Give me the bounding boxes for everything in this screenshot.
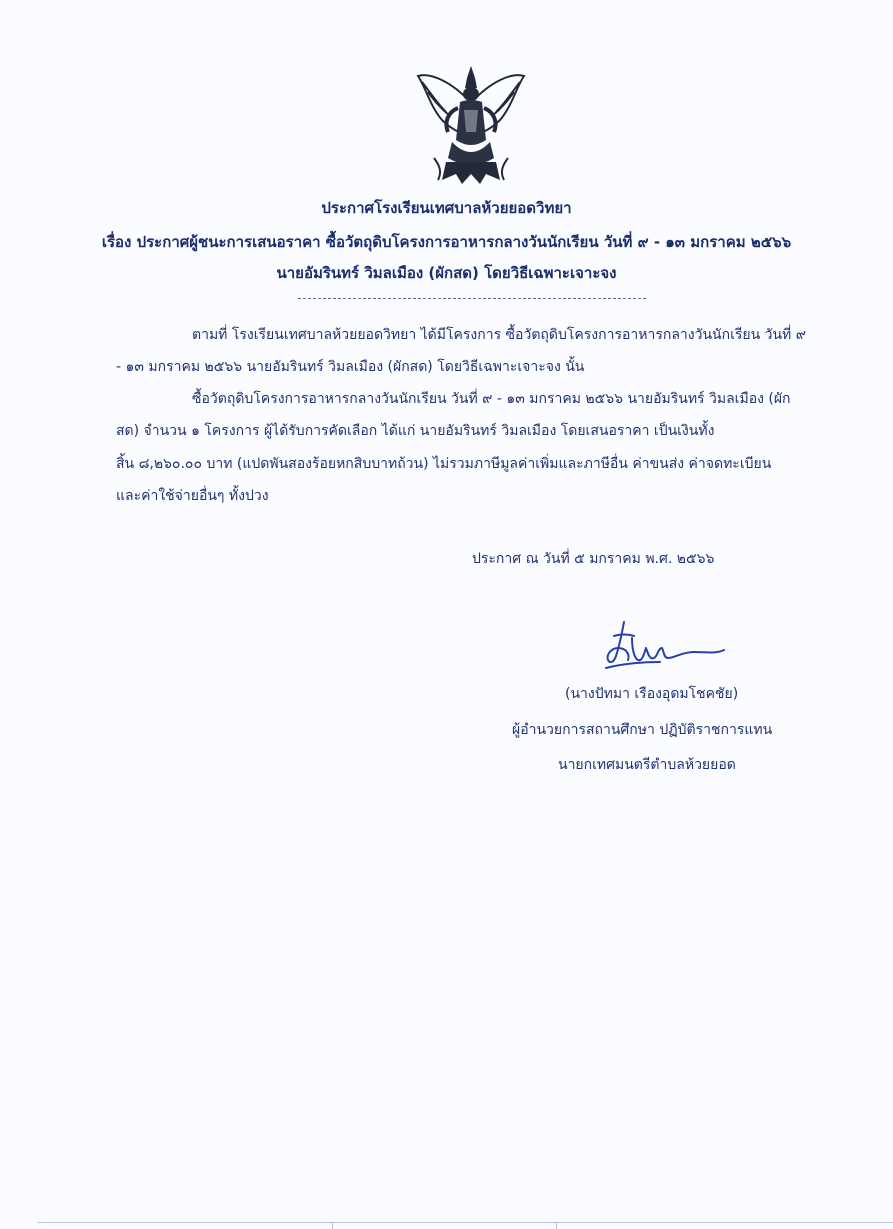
signer-name: (นางปัทมา เรืองอุดมโชคชัย): [565, 686, 739, 702]
body-paragraph-1-line-2: - ๑๓ มกราคม ๒๕๖๖ นายอัมรินทร์ วิมลเมือง (ผักสด) โดยวิธีเฉพาะเจาะจง นั้น: [116, 359, 585, 375]
document-title: ประกาศโรงเรียนเทศบาลห้วยยอดวิทยา: [321, 199, 572, 217]
page-bottom-tick: [332, 1222, 333, 1229]
body-paragraph-2-line-3: สิ้น ๘,๒๖๐.๐๐ บาท (แปดพันสองร้อยหกสิบบาทถ้วน) ไม่รวมภาษีมูลค่าเพิ่มและภาษีอื่น ค่าขนส่ง ค่าจดทะเบียน: [116, 456, 772, 472]
body-paragraph-2-line-2: สด) จำนวน ๑ โครงการ ผู้ได้รับการคัดเลือก ได้แก่ นายอัมรินทร์ วิมลเมือง โดยเสนอราคา เป็นเงินทั้ง: [116, 423, 715, 439]
announcement-date: ประกาศ ณ วันที่ ๕ มกราคม พ.ศ. ๒๕๖๖: [472, 551, 715, 567]
document-subject: เรื่อง ประกาศผู้ชนะการเสนอราคา ซื้อวัตถุดิบโครงการอาหารกลางวันนักเรียน วันที่ ๙ - ๑๓ มกราคม ๒๕๖๖: [101, 233, 792, 251]
signer-position-continued: นายกเทศมนตรีตำบลห้วยยอด: [558, 757, 736, 773]
page-bottom-border: [38, 1222, 893, 1223]
page-bottom-tick: [556, 1222, 557, 1229]
signer-position: ผู้อำนวยการสถานศึกษา ปฏิบัติราชการแทน: [512, 722, 773, 738]
body-paragraph-2-line-4: และค่าใช้จ่ายอื่นๆ ทั้งปวง: [116, 488, 269, 504]
body-paragraph-2-line-1: ซื้อวัตถุดิบโครงการอาหารกลางวันนักเรียน วันที่ ๙ - ๑๓ มกราคม ๒๕๖๖ นายอัมรินทร์ วิมลเมือง (ผัก: [192, 391, 791, 407]
document-subject-continued: นายอัมรินทร์ วิมลเมือง (ผักสด) โดยวิธีเฉพาะเจาะจง: [276, 264, 617, 282]
heading-divider: [298, 298, 646, 299]
body-paragraph-1-line-1: ตามที่ โรงเรียนเทศบาลห้วยยอดวิทยา ได้มีโครงการ ซื้อวัตถุดิบโครงการอาหารกลางวันนักเรียน วันที่ ๙: [192, 327, 806, 343]
handwritten-signature-icon: [602, 618, 728, 670]
garuda-emblem-icon: [412, 62, 530, 188]
